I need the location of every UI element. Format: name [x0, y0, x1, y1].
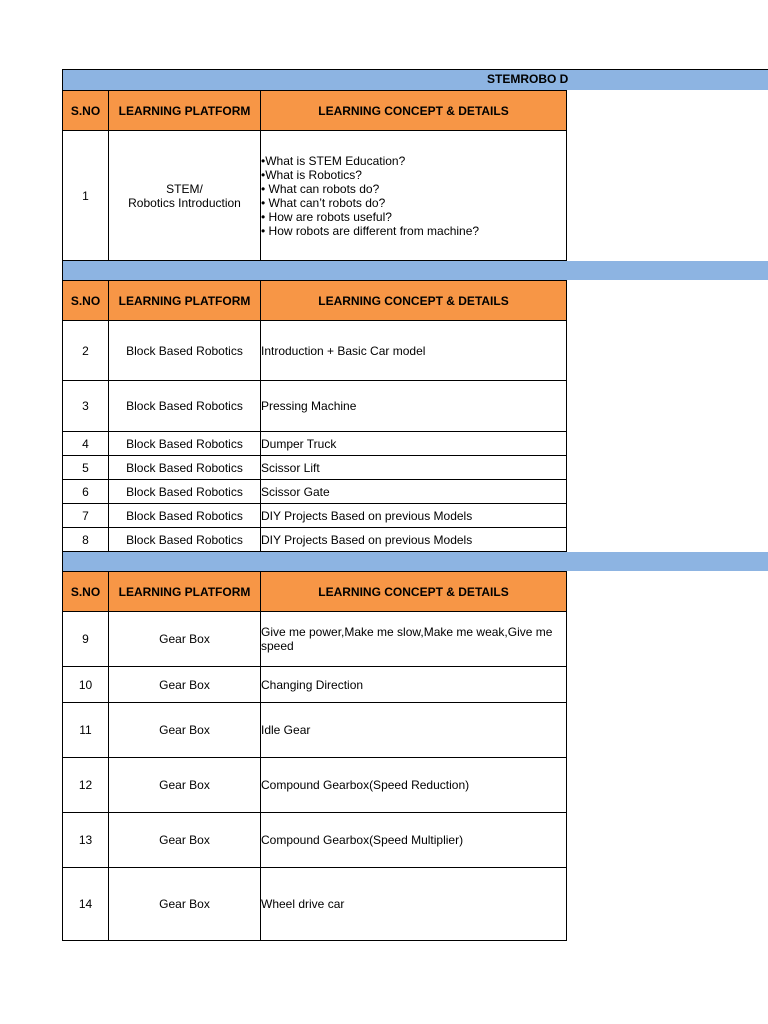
row-platform: Block Based Robotics: [109, 480, 261, 504]
row-concept: [261, 131, 567, 261]
row-sno: 7: [63, 504, 109, 528]
header-concept: LEARNING CONCEPT & DETAILS: [261, 91, 567, 131]
row-concept: Dumper Truck: [261, 432, 567, 456]
row-sno: 5: [63, 456, 109, 480]
row-concept: Introduction + Basic Car model: [261, 321, 567, 381]
table-row: [63, 480, 567, 504]
row-sno: 10: [63, 667, 109, 703]
table-row: [63, 703, 567, 758]
row-platform: Block Based Robotics: [109, 456, 261, 480]
section-1-table: [62, 90, 567, 261]
row-sno: 4: [63, 432, 109, 456]
sheet-title: STEMROBO D: [487, 72, 569, 86]
row-platform: Block Based Robotics: [109, 321, 261, 381]
list-item: • What can’t robots do?: [261, 195, 386, 210]
row-concept: Wheel drive car: [261, 868, 567, 941]
row-platform: Gear Box: [109, 868, 261, 941]
row-platform: Gear Box: [109, 667, 261, 703]
row-platform: Gear Box: [109, 612, 261, 667]
table-row: [63, 321, 567, 381]
row-sno: 9: [63, 612, 109, 667]
table-row: [63, 432, 567, 456]
list-item: •What is Robotics?: [261, 167, 362, 182]
row-sno: 3: [63, 381, 109, 432]
list-item: • How are robots useful?: [261, 209, 392, 224]
row-platform: Gear Box: [109, 703, 261, 758]
title-bar: [62, 69, 768, 90]
header-platform: LEARNING PLATFORM: [109, 572, 261, 612]
platform-line: Robotics Introduction: [128, 195, 241, 210]
section-divider: [62, 552, 768, 571]
table-row: [63, 381, 567, 432]
header-platform: LEARNING PLATFORM: [109, 91, 261, 131]
table-row: [63, 612, 567, 667]
row-concept: Scissor Gate: [261, 480, 567, 504]
row-concept: Changing Direction: [261, 667, 567, 703]
row-sno: 13: [63, 813, 109, 868]
table-row: [63, 868, 567, 941]
list-item: • What can robots do?: [261, 181, 380, 196]
list-item: • How robots are different from machine?: [261, 223, 480, 238]
row-platform: Gear Box: [109, 758, 261, 813]
row-concept: DIY Projects Based on previous Models: [261, 528, 567, 552]
row-platform: Block Based Robotics: [109, 432, 261, 456]
platform-line: STEM/: [166, 181, 203, 196]
row-concept: Give me power,Make me slow,Make me weak,Give me speed: [261, 612, 567, 667]
row-platform: Block Based Robotics: [109, 381, 261, 432]
row-sno: 8: [63, 528, 109, 552]
row-sno: 1: [63, 131, 109, 261]
table-row: [63, 131, 567, 261]
header-sno: S.NO: [63, 91, 109, 131]
concept-list: [261, 154, 566, 238]
table-row: [63, 813, 567, 868]
row-sno: 14: [63, 868, 109, 941]
row-sno: 2: [63, 321, 109, 381]
header-platform: LEARNING PLATFORM: [109, 281, 261, 321]
row-concept: Pressing Machine: [261, 381, 567, 432]
row-concept: Idle Gear: [261, 703, 567, 758]
header-row: [63, 91, 567, 131]
row-sno: 11: [63, 703, 109, 758]
row-sno: 12: [63, 758, 109, 813]
row-platform: Block Based Robotics: [109, 528, 261, 552]
row-platform: Block Based Robotics: [109, 504, 261, 528]
section-3-table: [62, 571, 567, 941]
row-concept: Scissor Lift: [261, 456, 567, 480]
list-item: •What is STEM Education?: [261, 153, 406, 168]
row-sno: 6: [63, 480, 109, 504]
table-row: [63, 528, 567, 552]
header-concept: LEARNING CONCEPT & DETAILS: [261, 281, 567, 321]
row-concept: Compound Gearbox(Speed Reduction): [261, 758, 567, 813]
header-sno: S.NO: [63, 281, 109, 321]
curriculum-sheet: [62, 69, 768, 941]
section-divider: [62, 261, 768, 280]
table-row: [63, 667, 567, 703]
table-row: [63, 504, 567, 528]
table-row: [63, 758, 567, 813]
table-row: [63, 456, 567, 480]
header-row: [63, 281, 567, 321]
section-2-table: [62, 280, 567, 552]
row-platform: Gear Box: [109, 813, 261, 868]
row-concept: Compound Gearbox(Speed Multiplier): [261, 813, 567, 868]
row-concept: DIY Projects Based on previous Models: [261, 504, 567, 528]
header-sno: S.NO: [63, 572, 109, 612]
row-platform: [109, 131, 261, 261]
header-concept: LEARNING CONCEPT & DETAILS: [261, 572, 567, 612]
header-row: [63, 572, 567, 612]
